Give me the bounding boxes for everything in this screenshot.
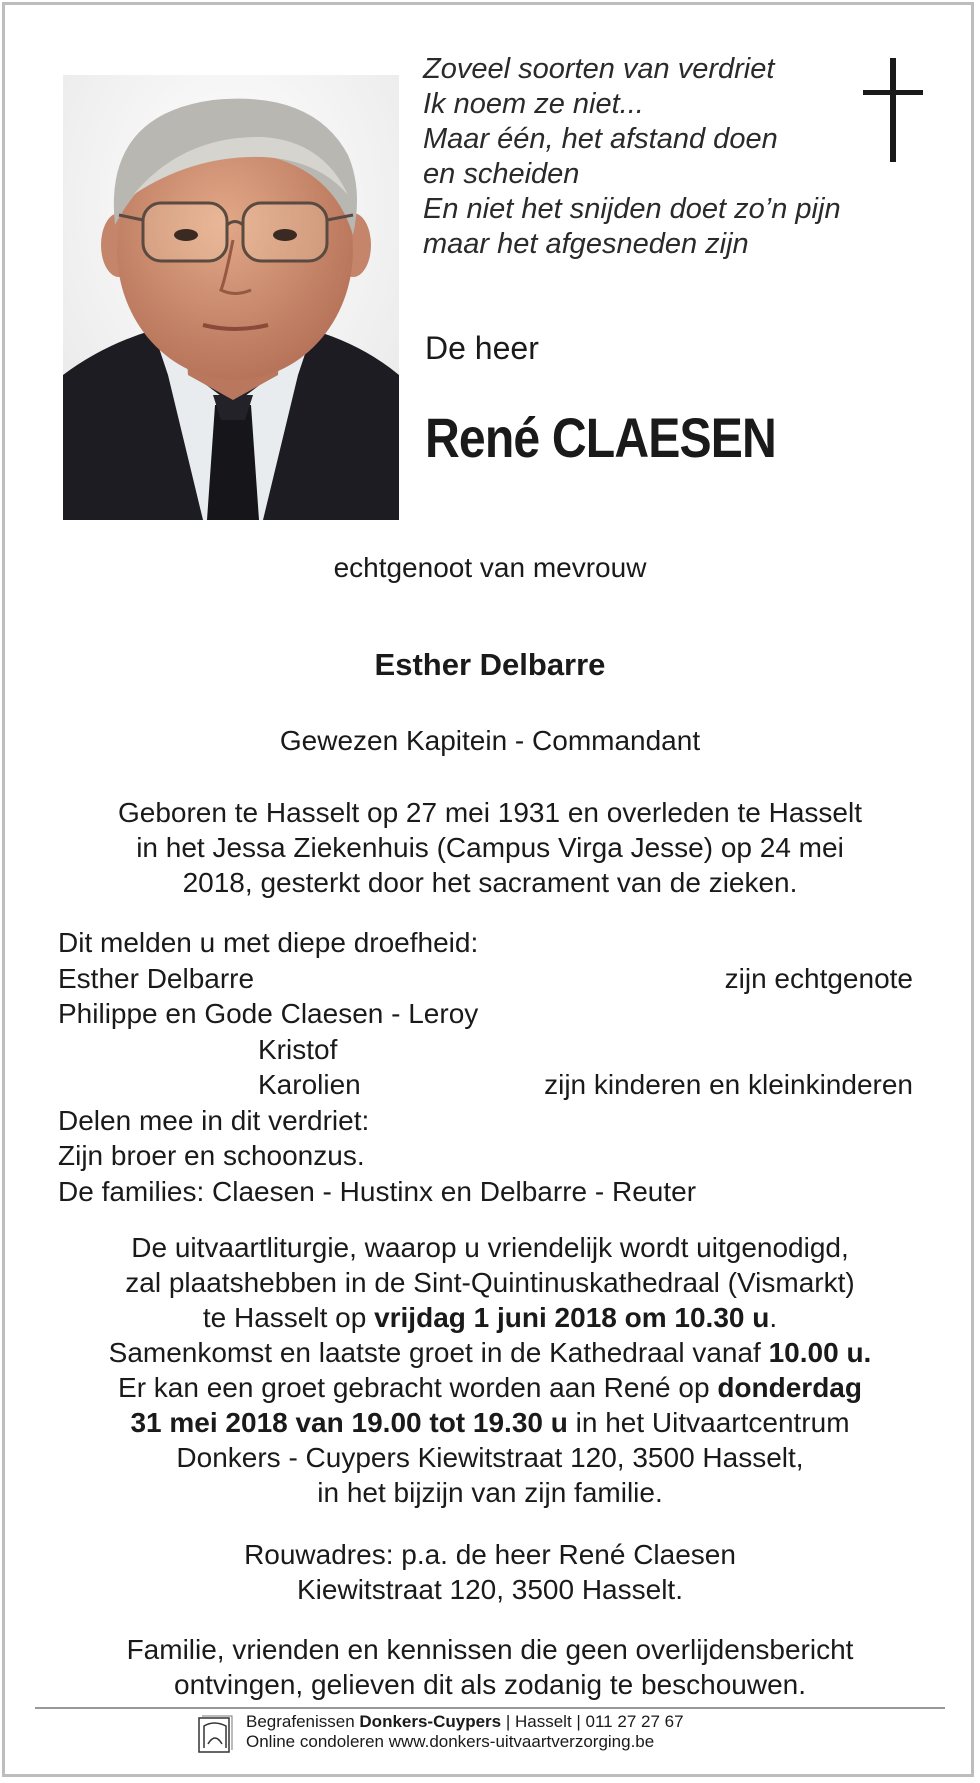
poem-line: en scheiden	[423, 158, 580, 190]
visitation-time: 31 mei 2018 van 19.00 tot 19.30 u	[130, 1407, 568, 1438]
mourner-families: De families: Claesen - Hustinx en Delbarre - Reuter	[58, 1175, 697, 1207]
mourner-children: Philippe en Gode Claesen - Leroy	[58, 998, 479, 1029]
portrait-photo	[63, 75, 399, 520]
address-line: Kiewitstraat 120, 3500 Hasselt.	[297, 1574, 683, 1605]
closing-line: Familie, vrienden en kennissen die geen overlijdensbericht	[126, 1634, 854, 1665]
poem-line: En niet het snijden doet zo’n pijn	[423, 193, 841, 225]
closing-note	[0, 1632, 980, 1702]
rank-title: Gewezen Kapitein - Commandant	[279, 725, 701, 756]
service-date: vrijdag 1 juni 2018 om 10.30 u	[374, 1302, 770, 1333]
company-name: Donkers-Cuypers	[359, 1712, 502, 1731]
funeral-home-logo	[198, 1714, 234, 1754]
poem-line: Ik noem ze niet...	[423, 88, 644, 120]
salutation: De heer	[425, 330, 539, 366]
poem	[423, 52, 841, 262]
deceased-name: René CLAESEN	[425, 406, 776, 469]
service-info	[0, 1230, 980, 1510]
service-line: 31 mei 2018 van 19.00 tot 19.30 u in het Uitvaartcentrum	[130, 1407, 850, 1438]
footer-divider	[35, 1707, 945, 1709]
visitation-day: donderdag	[717, 1372, 862, 1403]
mourner-spouse: Esther Delbarre	[58, 962, 255, 994]
service-line: De uitvaartliturgie, waarop u vriendelijk wordt uitgenodigd,	[131, 1232, 849, 1263]
mourning-address	[0, 1537, 980, 1607]
birth-death-text	[0, 795, 980, 900]
address-line: Rouwadres: p.a. de heer René Claesen	[244, 1539, 736, 1570]
poem-line: Maar één, het afstand doen	[423, 123, 778, 155]
mourners-intro: Dit melden u met diepe droefheid:	[58, 927, 479, 958]
service-line: in het bijzijn van zijn familie.	[317, 1477, 663, 1508]
service-line: Donkers - Cuypers Kiewitstraat 120, 3500 Hasselt,	[176, 1442, 804, 1473]
mourner-grandchild: Kristof	[258, 1033, 338, 1065]
closing-line: ontvingen, gelieven dit als zodanig te beschouwen.	[174, 1669, 806, 1700]
service-line: te Hasselt op vrijdag 1 juni 2018 om 10.30 u.	[202, 1302, 778, 1333]
footer-online-line[interactable]: Online condoleren www.donkers-uitvaartverzorging.be	[246, 1732, 655, 1751]
footer-company-line: Begrafenissen Donkers-Cuypers | Hasselt | 011 27 27 67	[246, 1712, 684, 1731]
birth-death-line: Geboren te Hasselt op 27 mei 1931 en overleden te Hasselt	[117, 797, 862, 828]
service-line: zal plaatshebben in de Sint-Quintinuskathedraal (Vismarkt)	[125, 1267, 855, 1298]
mourner-spouse-role: zijn echtgenote	[724, 962, 913, 994]
footer-text	[246, 1712, 684, 1752]
mourner-children-role: zijn kinderen en kleinkinderen	[544, 1069, 913, 1100]
service-line: Samenkomst en laatste groet in de Kathedraal vanaf 10.00 u.	[108, 1337, 872, 1368]
cross-icon	[863, 58, 923, 162]
spouse-name: Esther Delbarre	[374, 647, 606, 682]
mourner-grandchild: Karolien	[258, 1069, 361, 1100]
birth-death-line: in het Jessa Ziekenhuis (Campus Virga Jesse) op 24 mei	[136, 832, 844, 863]
poem-line: Zoveel soorten van verdriet	[423, 53, 775, 85]
birth-death-line: 2018, gesterkt door het sacrament van de zieken.	[182, 867, 798, 898]
share-intro: Delen mee in dit verdriet:	[58, 1104, 370, 1136]
mourners-list	[58, 925, 913, 1209]
spouse-intro: echtgenoot van mevrouw	[333, 552, 647, 583]
mourner-siblings: Zijn broer en schoonzus.	[58, 1140, 365, 1171]
poem-line: maar het afgesneden zijn	[423, 228, 749, 260]
service-line: Er kan een groet gebracht worden aan René op donderdag	[118, 1372, 862, 1403]
gathering-time: 10.00 u.	[768, 1337, 872, 1368]
